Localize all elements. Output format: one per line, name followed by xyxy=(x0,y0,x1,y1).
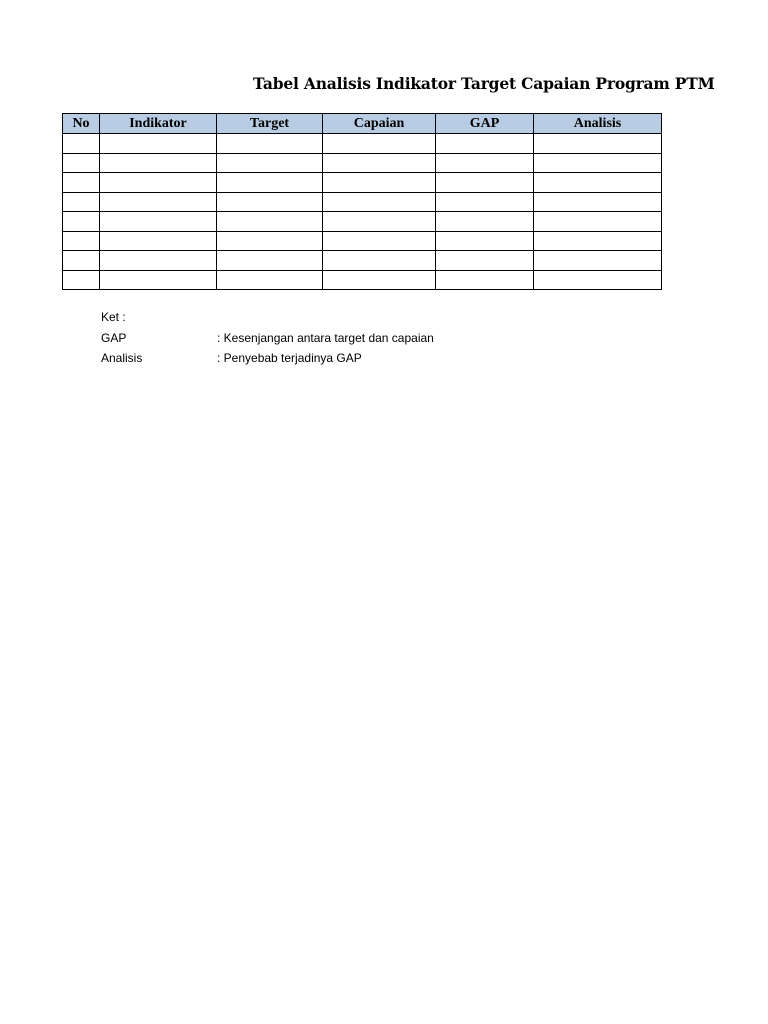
note-definition: : Kesenjangan antara target dan capaian xyxy=(217,330,434,345)
table-row xyxy=(63,212,662,232)
table-row xyxy=(63,251,662,271)
note-term: Analisis xyxy=(101,351,143,365)
table-cell xyxy=(436,231,534,251)
table-cell xyxy=(534,153,662,173)
table-cell xyxy=(100,153,217,173)
table-cell xyxy=(100,251,217,271)
table-cell xyxy=(100,212,217,232)
table-cell xyxy=(100,173,217,193)
table-cell xyxy=(217,153,323,173)
notes-heading: Ket : xyxy=(101,310,126,324)
table-header-row xyxy=(63,114,662,134)
table-cell xyxy=(436,134,534,154)
table-cell xyxy=(63,153,100,173)
table-cell xyxy=(534,134,662,154)
table-cell xyxy=(436,212,534,232)
header-indikator: Indikator xyxy=(100,114,217,134)
table-cell xyxy=(63,231,100,251)
table-row xyxy=(63,173,662,193)
table-cell xyxy=(217,134,323,154)
table-row xyxy=(63,270,662,290)
table-cell xyxy=(534,192,662,212)
table-cell xyxy=(323,231,436,251)
table-cell xyxy=(217,251,323,271)
table-cell xyxy=(63,270,100,290)
table-cell xyxy=(217,231,323,251)
indicator-table xyxy=(62,113,662,290)
table-row xyxy=(63,231,662,251)
table-cell xyxy=(63,134,100,154)
header-target: Target xyxy=(217,114,323,134)
table-cell xyxy=(323,270,436,290)
table-cell xyxy=(100,192,217,212)
table-cell xyxy=(436,270,534,290)
table-cell xyxy=(100,231,217,251)
header-no: No xyxy=(63,114,100,134)
table-row xyxy=(63,134,662,154)
table-cell xyxy=(217,270,323,290)
table-cell xyxy=(100,134,217,154)
note-definition: : Penyebab terjadinya GAP xyxy=(217,351,362,365)
table-cell xyxy=(534,270,662,290)
table-cell xyxy=(436,192,534,212)
table-cell xyxy=(323,212,436,232)
table-cell xyxy=(436,173,534,193)
table-cell xyxy=(63,212,100,232)
header-analisis: Analisis xyxy=(534,114,662,134)
header-capaian: Capaian xyxy=(323,114,436,134)
note-term: GAP xyxy=(101,330,127,345)
table-cell xyxy=(323,192,436,212)
table-cell xyxy=(436,153,534,173)
table-row xyxy=(63,153,662,173)
header-gap: GAP xyxy=(436,114,534,134)
table-row xyxy=(63,192,662,212)
table-cell xyxy=(63,192,100,212)
table-cell xyxy=(217,212,323,232)
table-cell xyxy=(217,173,323,193)
table-cell xyxy=(63,173,100,193)
title-area xyxy=(0,72,715,98)
table-cell xyxy=(534,212,662,232)
table-cell xyxy=(534,231,662,251)
table-cell xyxy=(100,270,217,290)
table-cell xyxy=(534,251,662,271)
page-title: Tabel Analisis Indikator Target Capaian Program PTM xyxy=(253,74,715,93)
table-cell xyxy=(323,251,436,271)
table-cell xyxy=(217,192,323,212)
table-cell xyxy=(534,173,662,193)
table-cell xyxy=(63,251,100,271)
table-cell xyxy=(323,134,436,154)
table-cell xyxy=(436,251,534,271)
table-cell xyxy=(323,173,436,193)
table-cell xyxy=(323,153,436,173)
